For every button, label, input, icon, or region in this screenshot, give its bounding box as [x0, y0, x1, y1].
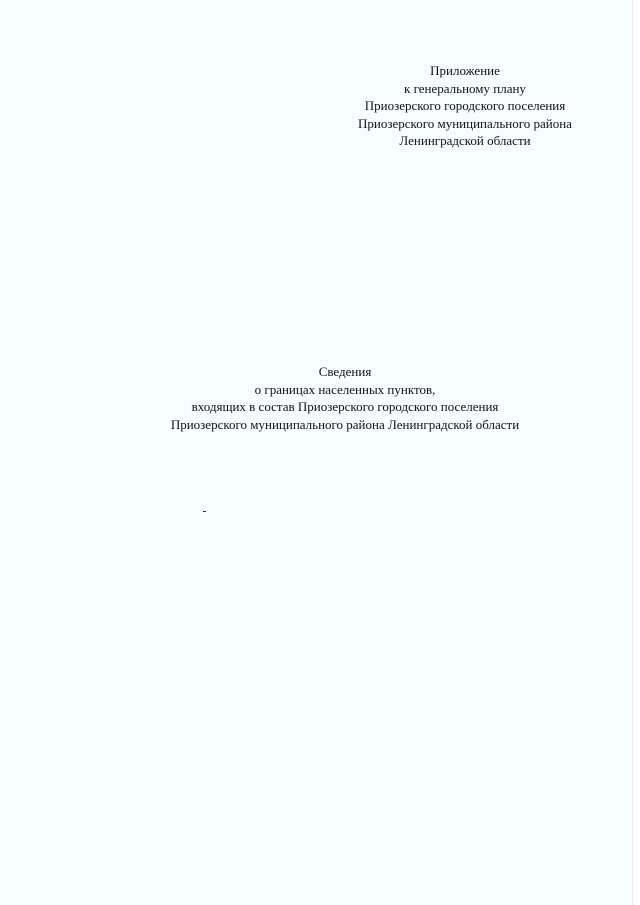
document-subtitle-line: о границах населенных пунктов, — [254, 381, 436, 397]
stray-mark — [203, 511, 206, 512]
appendix-line: к генеральному плану — [404, 80, 526, 96]
appendix-line: Приозерского муниципального района — [358, 115, 572, 131]
appendix-line: Ленинградской области — [399, 133, 531, 148]
document-title-block — [100, 363, 590, 433]
document-subtitle-line: Приозерского муниципального района Ленинградской области — [170, 416, 520, 432]
appendix-line: Приозерского городского поселения — [364, 98, 566, 113]
appendix-line: Приложение — [430, 63, 500, 78]
document-subtitle-line: входящих в состав Приозерского городского поселения — [191, 399, 499, 414]
document-title: Сведения — [318, 364, 372, 379]
appendix-header — [330, 62, 600, 150]
